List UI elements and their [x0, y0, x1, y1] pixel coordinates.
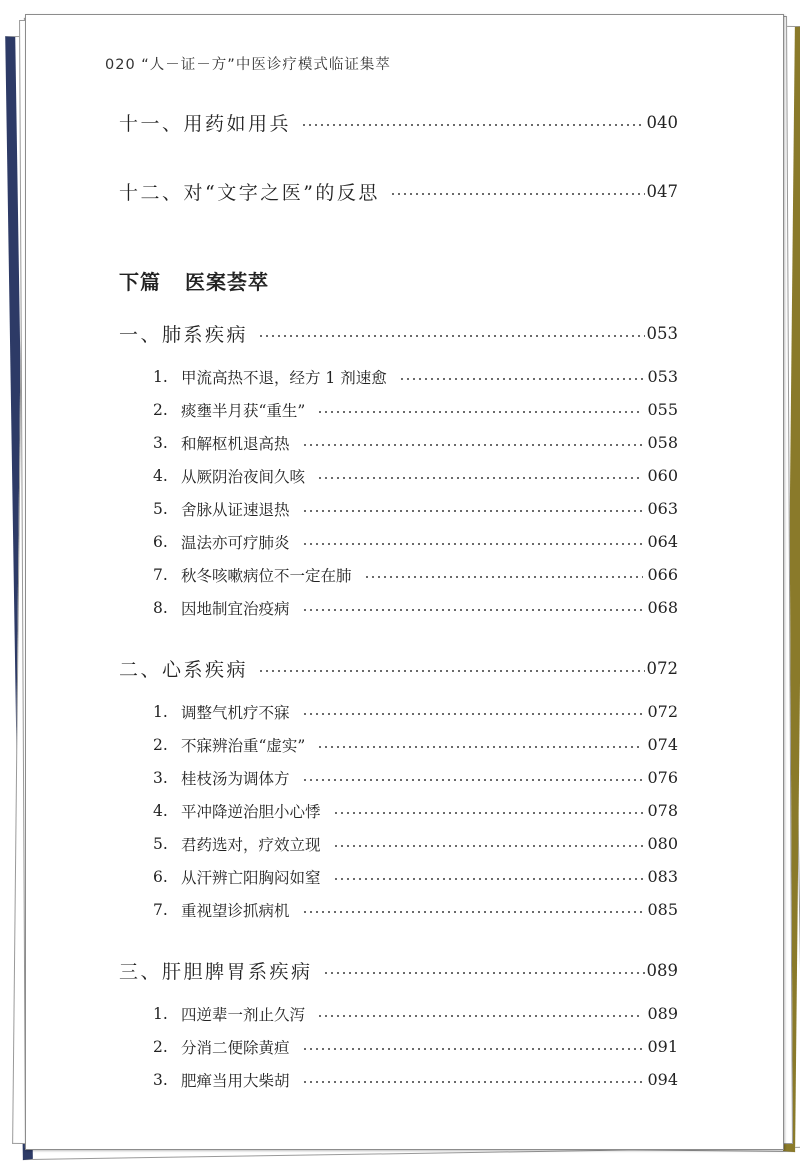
dot-leader — [302, 1080, 644, 1084]
entry-page-number: 053 — [646, 324, 678, 343]
entry-title: 分消二便除黄疸 — [181, 1038, 290, 1057]
document-page — [25, 14, 784, 1150]
part-title: 医案荟萃 — [185, 270, 269, 294]
header-page-number: 020 — [105, 57, 136, 73]
dot-leader — [317, 476, 643, 480]
running-header — [105, 53, 391, 74]
dot-leader — [258, 334, 644, 338]
toc-section-entry[interactable] — [119, 175, 678, 208]
entry-title: 四逆辈一剂止久泻 — [181, 1005, 306, 1024]
dot-leader — [301, 123, 644, 127]
entry-page-number: 078 — [647, 801, 678, 820]
toc-section-entry[interactable] — [119, 954, 678, 987]
toc-item-entry[interactable] — [119, 558, 678, 591]
entry-title: 不寐辨治重“虚实” — [181, 736, 306, 755]
entry-title: 重视望诊抓病机 — [181, 901, 290, 920]
entry-title: 因地制宜治疫病 — [181, 599, 290, 618]
entry-title: 痰壅半月获“重生” — [181, 401, 306, 420]
dot-leader — [317, 745, 643, 749]
dot-leader — [302, 1047, 644, 1051]
entry-page-number: 058 — [647, 433, 678, 452]
entry-page-number: 064 — [647, 532, 678, 551]
entry-title: 和解枢机退高热 — [181, 434, 290, 453]
entry-page-number: 085 — [647, 900, 678, 919]
entry-title: 甲流高热不退，经方 1 剂速愈 — [181, 368, 387, 387]
entry-page-number: 089 — [647, 1004, 678, 1023]
entry-page-number: 091 — [647, 1037, 678, 1056]
item-number: 2. — [153, 735, 168, 754]
entry-title: 桂枝汤为调体方 — [181, 769, 290, 788]
entry-title: 从汗辨亡阳胸闷如窒 — [181, 868, 321, 887]
dot-leader — [302, 443, 644, 447]
item-number: 5. — [153, 499, 168, 518]
toc-item-entry[interactable] — [119, 997, 678, 1030]
item-number: 1. — [153, 367, 168, 386]
entry-page-number: 089 — [646, 961, 678, 980]
toc-item-entry[interactable] — [119, 728, 678, 761]
item-number: 1. — [153, 1004, 168, 1023]
toc-item-entry[interactable] — [119, 695, 678, 728]
dot-leader — [302, 509, 644, 513]
item-number: 4. — [153, 466, 168, 485]
entry-page-number: 060 — [647, 466, 678, 485]
item-number: 4. — [153, 801, 168, 820]
entry-page-number: 040 — [646, 113, 678, 132]
entry-title: 十二、对“文字之医”的反思 — [119, 182, 380, 204]
item-number: 3. — [153, 1070, 168, 1089]
toc-item-entry[interactable] — [119, 591, 678, 624]
item-number: 6. — [153, 867, 168, 886]
toc-item-entry[interactable] — [119, 459, 678, 492]
entry-page-number: 072 — [646, 659, 678, 678]
entry-title: 调整气机疗不寐 — [181, 703, 290, 722]
entry-title: 三、肝胆脾胃系疾病 — [119, 961, 313, 983]
toc-item-entry[interactable] — [119, 827, 678, 860]
entry-title: 君药选对，疗效立现 — [181, 835, 321, 854]
toc-item-entry[interactable] — [119, 492, 678, 525]
entry-title: 温法亦可疗肺炎 — [181, 533, 290, 552]
item-number: 5. — [153, 834, 168, 853]
toc-item-entry[interactable] — [119, 1030, 678, 1063]
dot-leader — [333, 877, 644, 881]
dot-leader — [302, 712, 644, 716]
part-label: 下篇 — [119, 270, 161, 294]
toc-item-entry[interactable] — [119, 761, 678, 794]
entry-title: 十一、用药如用兵 — [119, 113, 292, 135]
entry-title: 从厥阴治夜间久咳 — [181, 467, 306, 486]
entry-page-number: 094 — [647, 1070, 678, 1089]
item-number: 7. — [153, 565, 168, 584]
dot-leader — [302, 608, 644, 612]
entry-title: 舍脉从证速退热 — [181, 500, 290, 519]
dot-leader — [323, 971, 645, 975]
entry-page-number: 074 — [647, 735, 678, 754]
entry-page-number: 047 — [646, 182, 678, 201]
toc-item-entry[interactable] — [119, 525, 678, 558]
item-number: 2. — [153, 1037, 168, 1056]
dot-leader — [333, 811, 644, 815]
dot-leader — [302, 778, 644, 782]
toc-part-heading — [119, 264, 678, 297]
entry-title: 平冲降逆治胆小心悸 — [181, 802, 321, 821]
dot-leader — [317, 1014, 643, 1018]
entry-title: 一、肺系疾病 — [119, 324, 249, 346]
dot-leader — [333, 844, 644, 848]
header-book-title: “人－证－方”中医诊疗模式临证集萃 — [141, 57, 391, 73]
entry-title: 二、心系疾病 — [119, 659, 249, 681]
dot-leader — [302, 542, 644, 546]
item-number: 3. — [153, 768, 168, 787]
toc-item-entry[interactable] — [119, 1063, 678, 1096]
dot-leader — [302, 910, 644, 914]
entry-page-number: 055 — [647, 400, 678, 419]
toc-item-entry[interactable] — [119, 393, 678, 426]
item-number: 3. — [153, 433, 168, 452]
dot-leader — [399, 377, 644, 381]
entry-page-number: 063 — [647, 499, 678, 518]
table-of-contents — [119, 106, 678, 1096]
entry-page-number: 068 — [647, 598, 678, 617]
dot-leader — [317, 410, 643, 414]
toc-section-entry[interactable] — [119, 652, 678, 685]
dot-leader — [258, 669, 644, 673]
item-number: 6. — [153, 532, 168, 551]
toc-section-entry[interactable] — [119, 317, 678, 350]
entry-page-number: 053 — [647, 367, 678, 386]
toc-section-entry[interactable] — [119, 106, 678, 139]
dot-leader — [390, 192, 645, 196]
entry-page-number: 076 — [647, 768, 678, 787]
entry-title: 秋冬咳嗽病位不一定在肺 — [181, 566, 352, 585]
dot-leader — [364, 575, 644, 579]
toc-item-entry[interactable] — [119, 893, 678, 926]
toc-item-entry[interactable] — [119, 426, 678, 459]
entry-page-number: 072 — [647, 702, 678, 721]
toc-item-entry[interactable] — [119, 860, 678, 893]
item-number: 8. — [153, 598, 168, 617]
entry-title: 肥瘅当用大柴胡 — [181, 1071, 290, 1090]
item-number: 1. — [153, 702, 168, 721]
toc-item-entry[interactable] — [119, 794, 678, 827]
toc-item-entry[interactable] — [119, 360, 678, 393]
entry-page-number: 083 — [647, 867, 678, 886]
entry-page-number: 080 — [647, 834, 678, 853]
entry-page-number: 066 — [647, 565, 678, 584]
item-number: 7. — [153, 900, 168, 919]
item-number: 2. — [153, 400, 168, 419]
